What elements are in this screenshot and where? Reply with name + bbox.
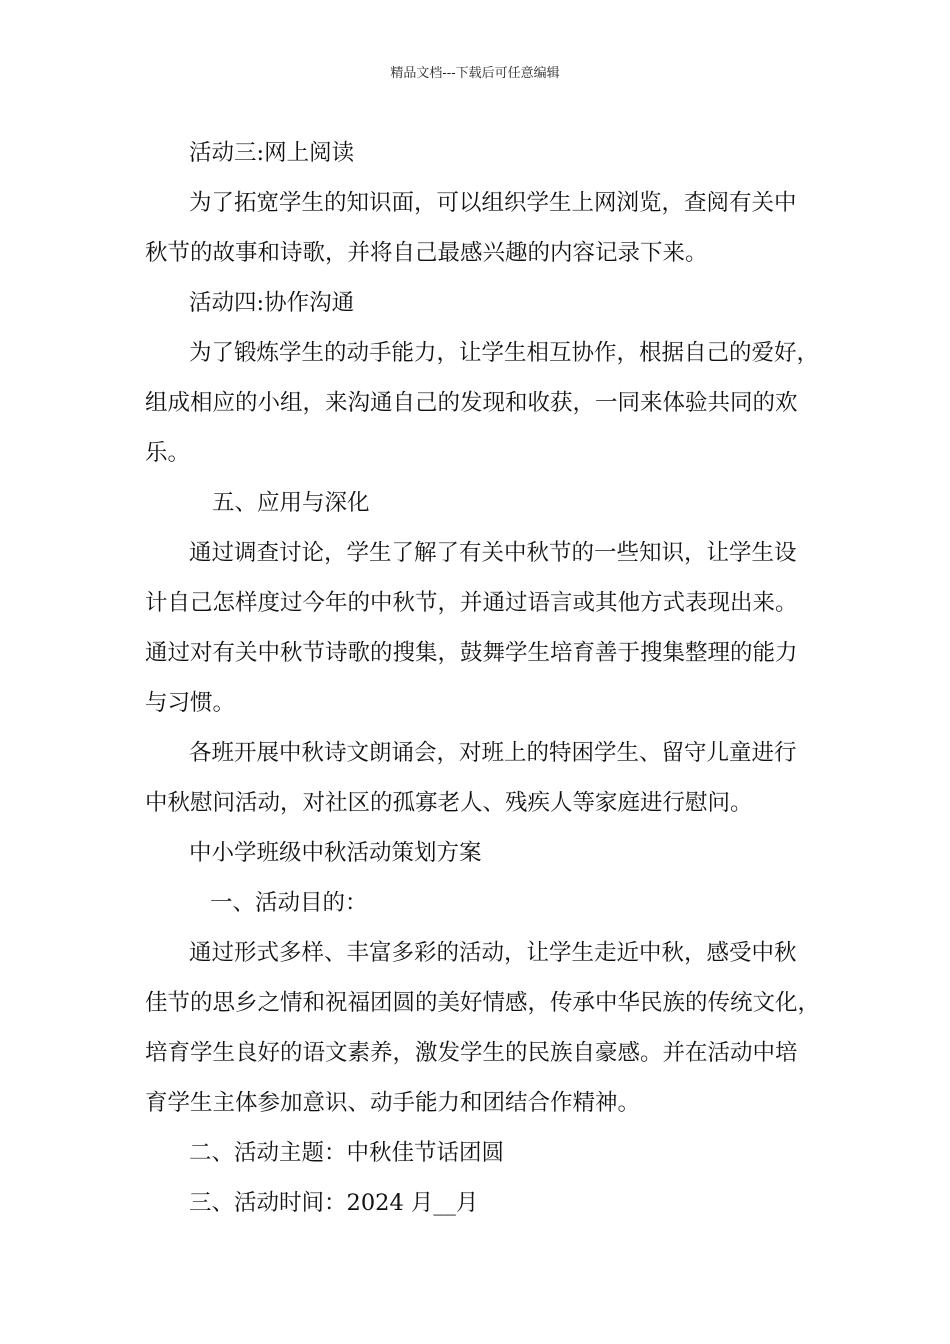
paragraph-line: 通过形式多样、丰富多彩的活动，让学生走近中秋，感受中秋 bbox=[189, 940, 797, 966]
paragraph-line: 各班开展中秋诗文朗诵会，对班上的特困学生、留守儿童进行 bbox=[189, 740, 797, 766]
paragraph-line: 计自己怎样度过今年的中秋节，并通过语言或其他方式表现出来。 bbox=[145, 590, 798, 616]
paragraph-line: 活动四:协作沟通 bbox=[189, 290, 355, 316]
paragraph-line: 乐。 bbox=[145, 440, 191, 466]
section-heading: 二、活动主题：中秋佳节话团圆 bbox=[189, 1140, 505, 1166]
paragraph-line: 为了拓宽学生的知识面，可以组织学生上网浏览，查阅有关中 bbox=[189, 190, 797, 216]
section-heading: 三、活动时间：2024 月__月 bbox=[189, 1190, 479, 1216]
paragraph-line: 秋节的故事和诗歌，并将自己最感兴趣的内容记录下来。 bbox=[145, 240, 708, 266]
document-title: 中小学班级中秋活动策划方案 bbox=[189, 840, 482, 866]
paragraph-line: 佳节的思乡之情和祝福团圆的美好情感，传承中华民族的传统文化， bbox=[145, 990, 821, 1016]
document-body bbox=[145, 128, 821, 1228]
section-heading: 一、活动目的： bbox=[210, 890, 368, 916]
paragraph-line: 活动三:网上阅读 bbox=[189, 140, 355, 166]
paragraph-line: 通过调查讨论，学生了解了有关中秋节的一些知识，让学生设 bbox=[189, 540, 797, 566]
paragraph-line: 与习惯。 bbox=[145, 690, 236, 716]
paragraph-line: 组成相应的小组，来沟通自己的发现和收获，一同来体验共同的欢 bbox=[145, 390, 798, 416]
paragraph-line: 为了锻炼学生的动手能力，让学生相互协作，根据自己的爱好， bbox=[189, 340, 820, 366]
paragraph-line: 培育学生良好的语文素养，激发学生的民族自豪感。并在活动中培 bbox=[145, 1040, 798, 1066]
page-header: 精品文档---下载后可任意编辑 bbox=[390, 66, 560, 81]
paragraph-line: 通过对有关中秋节诗歌的搜集，鼓舞学生培育善于搜集整理的能力 bbox=[145, 640, 798, 666]
paragraph-line: 育学生主体参加意识、动手能力和团结合作精神。 bbox=[145, 1090, 641, 1116]
paragraph-line: 中秋慰问活动，对社区的孤寡老人、残疾人等家庭进行慰问。 bbox=[145, 790, 753, 816]
section-heading: 五、应用与深化 bbox=[212, 490, 370, 516]
